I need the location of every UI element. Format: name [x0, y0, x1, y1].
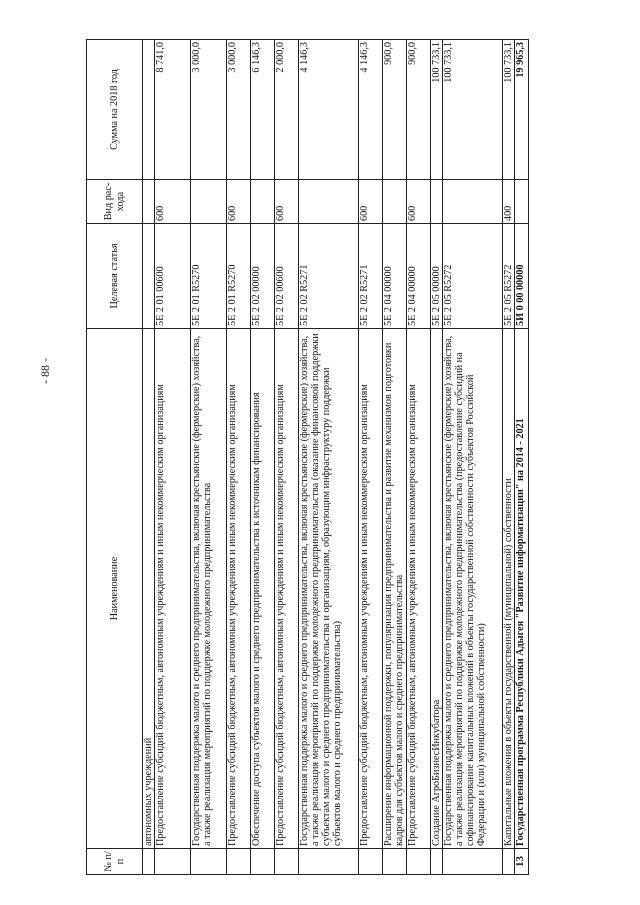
cell-sum: 100 733,1 — [443, 40, 503, 180]
cell-name: Государственная поддержка малого и среднего предпринимательства, включая крестьянские (фермерские) хозяйства, а также реализация мероприятий по поддержке молодежного предпринимательства — [191, 329, 227, 849]
cell-code: 5Е 2 02 R5271 — [359, 224, 383, 329]
header-code: Целевая статья — [87, 224, 143, 329]
cell-num — [407, 849, 431, 875]
cell-sum: 6 146,3 — [251, 40, 275, 180]
cell-code: 5Е 2 05 R5272 — [503, 224, 515, 329]
cell-num — [503, 849, 515, 875]
header-row — [87, 40, 143, 875]
cell-type: 600 — [155, 180, 191, 224]
table-row — [359, 40, 383, 875]
cell-num — [251, 849, 275, 875]
cell-num — [431, 849, 443, 875]
cell-code: 5Е 2 02 00600 — [275, 224, 299, 329]
table-row — [155, 40, 191, 875]
cell-sum: 4 146,3 — [299, 40, 359, 180]
table-row — [443, 40, 503, 875]
cell-sum: 900,0 — [383, 40, 407, 180]
table-row — [143, 40, 155, 875]
cell-name: автономных учреждений — [143, 329, 155, 849]
cell-name: Обеспечение доступа субъектов малого и среднего предпринимательства к источникам финансирования — [251, 329, 275, 849]
cell-code: 5Е 2 04 00000 — [383, 224, 407, 329]
page-number: - 88 - — [38, 358, 52, 384]
cell-sum: 100 733,1 — [503, 40, 515, 180]
cell-type — [251, 180, 275, 224]
cell-num — [191, 849, 227, 875]
cell-code: 5Е 2 05 R5272 — [443, 224, 503, 329]
table-row — [503, 40, 515, 875]
cell-sum — [143, 40, 155, 180]
cell-name: Государственная поддержка малого и среднего предпринимательства, включая крестьянские (фермерские) хозяйства, а также реализация мероприятий по поддержке молодежного предпринимательства (оказание финансовой поддержки субъектам малого и среднего предпринимательства и организациям, образующим инфраструктуру поддержки субъектов малого и среднего предпринимательства) — [299, 329, 359, 849]
cell-type: 600 — [227, 180, 251, 224]
cell-sum: 19 965,3 — [515, 40, 529, 180]
cell-sum: 4 146,3 — [359, 40, 383, 180]
cell-code: 5Е 2 05 00000 — [431, 224, 443, 329]
cell-sum: 100 733,1 — [431, 40, 443, 180]
table-row — [431, 40, 443, 875]
cell-num — [155, 849, 191, 875]
rotated-page — [86, 40, 592, 875]
table-row — [383, 40, 407, 875]
cell-num — [275, 849, 299, 875]
cell-num — [383, 849, 407, 875]
header-type: Вид рас-хода — [87, 180, 143, 224]
cell-num: 13 — [515, 849, 529, 875]
cell-type: 600 — [359, 180, 383, 224]
cell-name: Предоставление субсидий бюджетным, автономным учреждениям и иным некоммерческим организациям — [407, 329, 431, 849]
cell-num — [359, 849, 383, 875]
table-body — [143, 40, 529, 875]
cell-num — [227, 849, 251, 875]
table-row — [227, 40, 251, 875]
cell-type — [143, 180, 155, 224]
cell-sum: 2 000,0 — [275, 40, 299, 180]
table-row — [275, 40, 299, 875]
cell-type — [299, 180, 359, 224]
cell-sum: 3 000,0 — [191, 40, 227, 180]
cell-code: 5Е 2 01 R5270 — [191, 224, 227, 329]
cell-type — [191, 180, 227, 224]
table-row — [191, 40, 227, 875]
table-row — [515, 40, 529, 875]
table-row — [251, 40, 275, 875]
cell-code: 5Е 2 01 00600 — [155, 224, 191, 329]
cell-name: Предоставление субсидий бюджетным, автономным учреждениям и иным некоммерческим организациям — [359, 329, 383, 849]
cell-code: 5Е 2 01 R5270 — [227, 224, 251, 329]
cell-code — [143, 224, 155, 329]
header-num: № п/п — [87, 849, 143, 875]
cell-name: Предоставление субсидий бюджетным, автономным учреждениям и иным некоммерческим организациям — [227, 329, 251, 849]
cell-type — [443, 180, 503, 224]
cell-type: 600 — [407, 180, 431, 224]
budget-table — [86, 39, 529, 875]
table-row — [407, 40, 431, 875]
header-name: Наименование — [87, 329, 143, 849]
cell-type — [431, 180, 443, 224]
cell-code: 5Е 2 02 00000 — [251, 224, 275, 329]
cell-name: Капитальные вложения в объекты государственной (муниципальной) собственности — [503, 329, 515, 849]
header-sum: Сумма на 2018 год — [87, 40, 143, 180]
cell-name: Государственная программа Республики Адыгея "Развитие информатизации" на 2014 - 2021 — [515, 329, 529, 849]
cell-num — [443, 849, 503, 875]
cell-sum: 900,0 — [407, 40, 431, 180]
cell-code: 5И 0 00 00000 — [515, 224, 529, 329]
cell-num — [143, 849, 155, 875]
cell-name: Государственная поддержка малого и среднего предпринимательства, включая крестьянские (фермерские) хозяйства, а также реализация мероприятий по поддержке молодежного предпринимательства (предоставление субсидий на софинансирование капитальных вложений в объекты государственной собственности субъектов Российской Федерации и (или) муниципальной собственности) — [443, 329, 503, 849]
cell-name: Создание АгроБизнесИнкубатора — [431, 329, 443, 849]
cell-type: 600 — [275, 180, 299, 224]
cell-sum: 8 741,0 — [155, 40, 191, 180]
table-row — [299, 40, 359, 875]
cell-name: Предоставление субсидий бюджетным, автономным учреждениям и иным некоммерческим организациям — [275, 329, 299, 849]
cell-type: 400 — [503, 180, 515, 224]
cell-name: Предоставление субсидий бюджетным, автономным учреждениям и иным некоммерческим организациям — [155, 329, 191, 849]
cell-type — [515, 180, 529, 224]
cell-num — [299, 849, 359, 875]
cell-sum: 3 000,0 — [227, 40, 251, 180]
cell-type — [383, 180, 407, 224]
cell-code: 5Е 2 04 00000 — [407, 224, 431, 329]
cell-code: 5Е 2 02 R5271 — [299, 224, 359, 329]
cell-name: Расширение информационной поддержки, популяризация предпринимательства и развитие механизмов подготовки кадров для субъектов малого и среднего предпринимательства — [383, 329, 407, 849]
